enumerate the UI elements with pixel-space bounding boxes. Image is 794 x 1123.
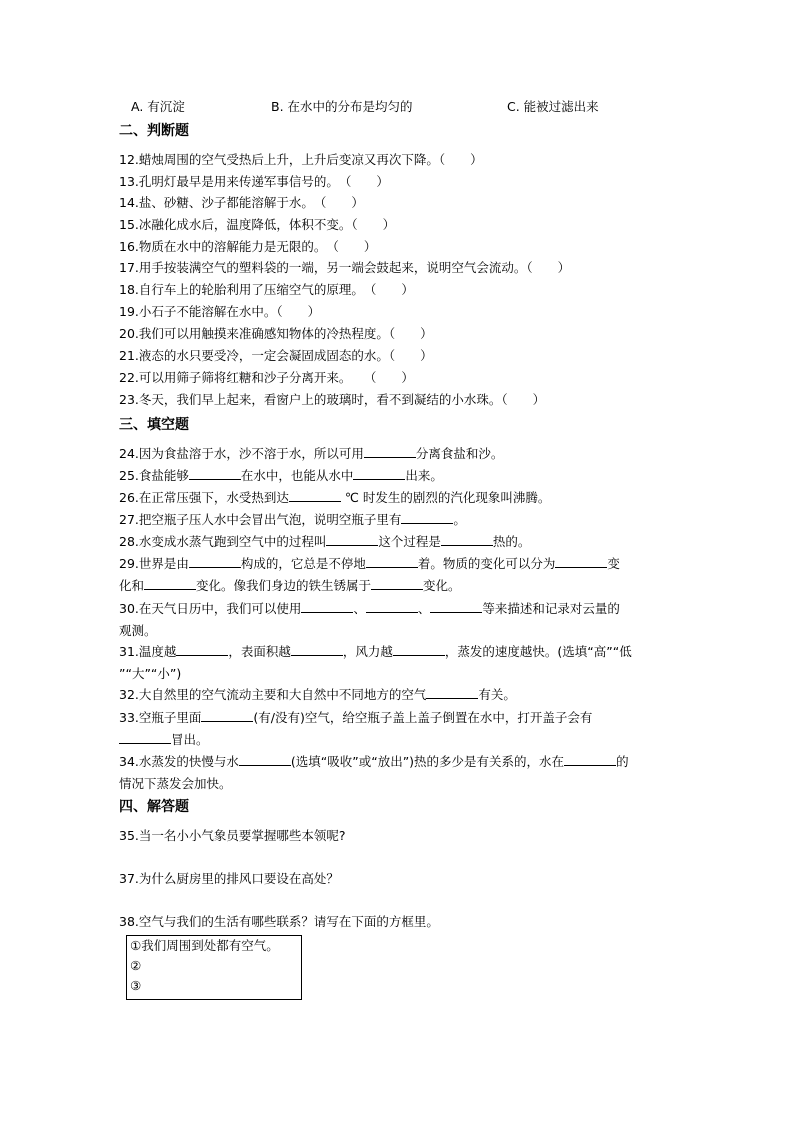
section-title-answer: 四、解答题 <box>119 799 189 815</box>
answer-question-37: 37.为什么厨房里的排风口要设在高处？ <box>119 871 339 886</box>
answer-line-2: ② <box>130 958 142 973</box>
judge-question: 16.物质在水中的溶解能力是无限的。 （ ） <box>119 239 377 254</box>
option-b: B. 在水中的分布是均匀的 <box>271 99 413 114</box>
option-c: C. 能被过滤出来 <box>507 99 599 114</box>
fill-question-27: 27.把空瓶子压人水中会冒出气泡，说明空瓶子里有 。 <box>119 512 466 527</box>
answer-question-35: 35.当一名小小气象员要掌握哪些本领呢? <box>119 828 346 843</box>
judge-question: 18.自行车上的轮胎利用了压缩空气的原理。 （ ） <box>119 282 414 297</box>
fill-question-24: 24.因为食盐溶于水，沙不溶于水，所以可用 分离食盐和沙。 <box>119 446 504 461</box>
choice-options <box>131 97 731 115</box>
judge-question: 15.冰融化成水后，温度降低，体积不变。（ ） <box>119 217 396 232</box>
answer-question-38: 38.空气与我们的生活有哪些联系？请写在下面的方框里。 <box>119 914 439 929</box>
fill-question-34: 34.水蒸发的快慢与水 (选填“吸收”或“放出”)热的多少是有关系的，水在 的 情况下蒸发会加快。 <box>119 754 629 791</box>
judge-question: 22.可以用筛子筛将红糖和沙子分离开来。 （ ） <box>119 370 414 385</box>
answer-line-1: ①我们周围到处都有空气。 <box>130 938 279 953</box>
judge-question: 13.孔明灯最早是用来传递军事信号的。 （ ） <box>119 174 389 189</box>
judge-question: 20.我们可以用触摸来准确感知物体的冷热程度。（ ） <box>119 326 433 341</box>
section-title-judge: 二、判断题 <box>119 123 189 139</box>
fill-question-32: 32.大自然里的空气流动主要和大自然中不同地方的空气 有关。 <box>119 687 516 702</box>
judge-question: 14.盐、砂糖、沙子都能溶解于水。 （ ） <box>119 195 364 210</box>
answer-line-3: ③ <box>130 978 142 993</box>
judge-question: 17.用手按装满空气的塑料袋的一端，另一端会鼓起来，说明空气会流动。（ ） <box>119 260 571 275</box>
judge-question: 19.小石子不能溶解在水中。（ ） <box>119 304 321 319</box>
answer-box <box>126 935 302 1000</box>
fill-question-29: 29.世界是由 构成的，它总是不停地 着。物质的变化可以分为 变 化和 变化。像我们身边的铁生锈属于 变化。 <box>119 556 620 593</box>
judge-question: 21.液态的水只要受冷，一定会凝固成固态的水。（ ） <box>119 348 433 363</box>
judge-question: 12.蜡烛周围的空气受热后上升，上升后变凉又再次下降。（ ） <box>119 152 483 167</box>
option-a: A. 有沉淀 <box>131 99 185 114</box>
fill-question-25: 25.食盐能够 在水中，也能从水中 出来。 <box>119 468 443 483</box>
fill-question-33: 33.空瓶子里面 (有/没有)空气，给空瓶子盖上盖子倒置在水中，打开盖子会有 冒出。 <box>119 710 593 747</box>
judge-question: 23.冬天，我们早上起来，看窗户上的玻璃时，看不到凝结的小水珠。（ ） <box>119 392 546 407</box>
fill-question-31: 31.温度越 ，表面积越 ，风力越 ，蒸发的速度越快。(选填“高”“低 ”“大”“小”) <box>119 644 632 681</box>
fill-question-26: 26.在正常压强下，水受热到达 ℃ 时发生的剧烈的汽化现象叫沸腾。 <box>119 490 551 505</box>
section-title-fill: 三、填空题 <box>119 417 189 433</box>
fill-question-28: 28.水变成水蒸气跑到空气中的过程叫 这个过程是 热的。 <box>119 534 531 549</box>
fill-question-30: 30.在天气日历中，我们可以使用 、 、 等来描述和记录对云量的 观测。 <box>119 601 620 638</box>
